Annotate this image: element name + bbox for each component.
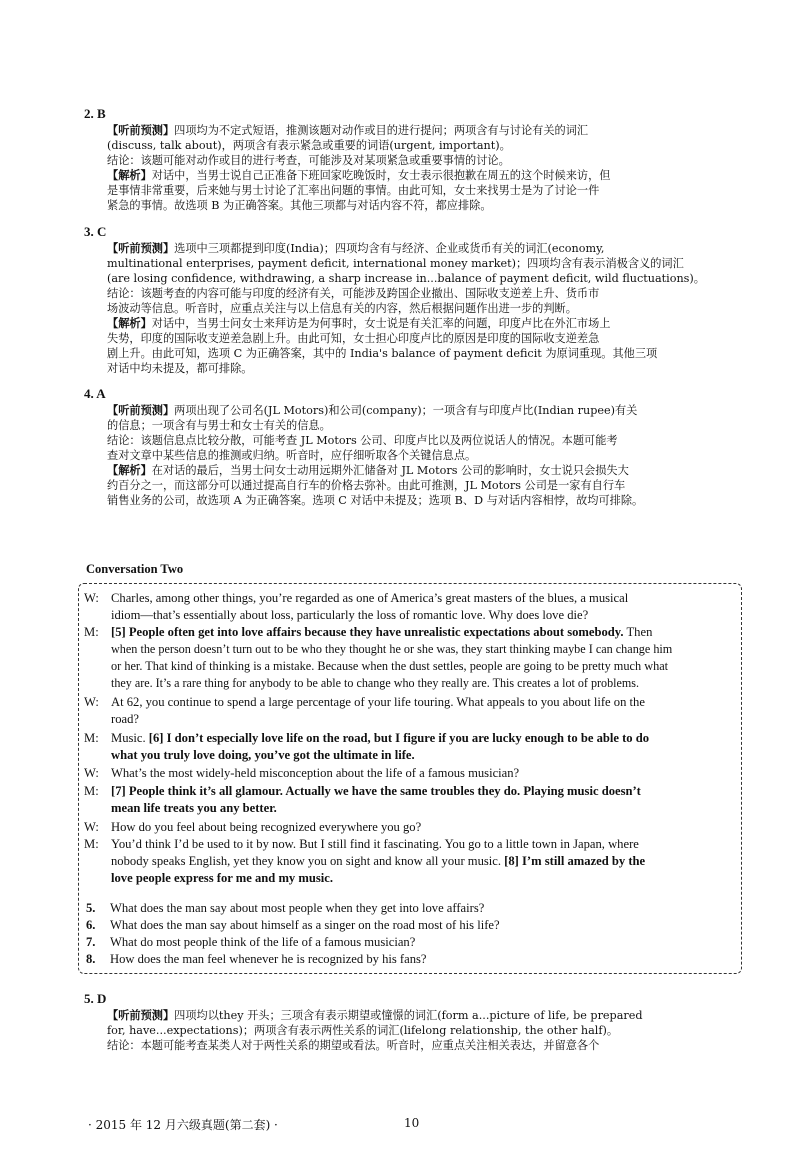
page: 2. B 【听前预测】四项均为不定式短语，推测该题对动作或目的进行提问；两项含有与讨论有关的词汇 (discuss, talk about)，两项含有表示紧急或重要的词语(urgent, important)。 结论：该题可能对动作或目的进行考查，可能涉及对某项紧急或重要事情的讨论。 【解析】对话中，当男士说自己正准备下班回家吃晚饭时，女士表示很抱歉在周五的这个时候来访，但 是事情非常重要，后来她与男士讨论了汇率出问题的事情。由此可知，女士来找男士是为了讨论一件 紧急的事情。故选项 B 为正确答案。其他三项都与对话内容不符，都应排除。 3. C 【听前预测】选项中三项都提到印度(India)；四项均含有与经济、企业或货币有关的词汇(economy, multinational enterprises, payment deficit, international money market)；四项均含有表示消极含义的词汇 (are losing confidence, withdrawing, a sharp increase in...balance of payment deficit, wild fluctuations)。 结论：该题考查的内容可能与印度的经济有关，可能涉及跨国企业撤出、国际收支逆差上升、货币市 场波动等信息。听音时，应重点关注与以上信息有关的内容，然后根据问题作出进一步的判断。 【解析】对话中，当男士问女士来拜访是为何事时，女士说是有关汇率的问题，印度卢比在外汇市场上 失势，印度的国际收支逆差急剧上升。由此可知，女士担心印度卢比的原因是印度的国际收支逆差急 剧上升。由此可知，选项 C 为正确答案，其中的 India's balance of payment deficit 为原词重现。其他三项 对话中均未提及，都可排除。 4. A 【听前预测】两项出现了公司名(JL Motors)和公司(company)；一项含有与印度卢比(Indian rupee)有关 的信息；一项含有与男士和女士有关的信息。 结论：该题信息点比较分散，可能考查 JL Motors 公司、印度卢比以及两位说话人的情况。本题可能考 查对文章中某些信息的推测或归纳。听音时，应仔细听取各个关键信息点。 【解析】在对话的最后，当男士问女士动用远期外汇储备对 JL Motors 公司的影响时，女士说只会损失大 约百分之一，而这部分可以通过提高自行车的价格去弥补。由此可推测，JL Motors 公司是一家有自行车 销售业务的公司，故选项 A 为正确答案。选项 C 对话中未提及；选项 B、D 与对话内容相悖，故均可排除。 Conversation Two W: Charles, among other things, you’re regarded as one of America’s great masters of the blues, a musical idiom—that’s essentially about loss, particularly the loss of romantic love. Why does love die? M: [5] People often get into love affairs because they have unrealistic expectations about somebody. Then when the person doesn’t turn out to be who they thought he or she was, they start thinking maybe I can change him or her. That kind of thinking is a mistake. Because when the dust settles, people are going to be pretty much what they are. It’s a rare thing for anybody to be able to change who they really are. This creates a lot of problems. W: At 62, you continue to spend a large percentage of your life touring. What appeals to you about life on the road? M: Music. [6] I don’t especially love life on the road, but I figure if you are lucky enough to be able to do what you truly love doing, you’ve got the ultimate in life. W: What’s the most widely-held misconception about the life of a famous musician? M: [7] People think it’s all glamour. Actually we have the same troubles they do. Playing music doesn’t mean life treats you any better. W: How do you feel about being recognized everywhere you go? M: You’d think I’d be used to it by now. But I still find it fascinating. You go to a little town in Japan, where nobody speaks English, yet they know you on sight and know all your music. [8] I’m still amazed by the love people express for me and my music. 5. What does the man say about most people when they get into love affairs? 6. What does the man say about himself as a singer on the road most of his life? 7. What do most people think of the life of a famous musician? 8. How does the man feel whenever he is recognized by his fans? 5. D 【听前预测】四项均以they 开头；三项含有表示期望或憧憬的词汇(form a...picture of life, be prepared for, have...expectations)；两项含有表示两性关系的词汇(lifelong relationship, the other half)。 结论：本题可能考查某类人对于两性关系的期望或看法。听音时，应重点关注相关表达，并留意各个 · 2015 年 12 月六级真题(第二套) · 10	[0, 0, 800, 1156]
speaker-label: W:	[84, 820, 99, 834]
answer-2-explanation: 【听前预测】四项均为不定式短语，推测该题对动作或目的进行提问；两项含有与讨论有关的词汇 (discuss, talk about)，两项含有表示紧急或重要的词语(urgent, important)。 结论：该题可能对动作或目的进行考查，可能涉及对某项紧急或重要事情的讨论。 【解析】对话中，当男士说自己正准备下班回家吃晚饭时，女士表示很抱歉在周五的这个时候来访，但 是事情非常重要，后来她与男士讨论了汇率出问题的事情。由此可知，女士来找男士是为了讨论一件 紧急的事情。故选项 B 为正确答案。其他三项都与对话内容不符，都应排除。	[107, 123, 611, 212]
answer-2-number: 2. B	[84, 106, 106, 121]
answer-5-number: 5. D	[84, 991, 107, 1006]
footer-exam-title: · 2015 年 12 月六级真题(第二套) ·	[88, 1118, 278, 1132]
answer-4-number: 4. A	[84, 386, 106, 401]
answer-4-explanation: 【听前预测】两项出现了公司名(JL Motors)和公司(company)；一项含有与印度卢比(Indian rupee)有关 的信息；一项含有与男士和女士有关的信息。 结论：该题信息点比较分散，可能考查 JL Motors 公司、印度卢比以及两位说话人的情况。本题可能考 查对文章中某些信息的推测或归纳。听音时，应仔细听取各个关键信息点。 【解析】在对话的最后，当男士问女士动用远期外汇储备对 JL Motors 公司的影响时，女士说只会损失大 约百分之一，而这部分可以通过提高自行车的价格去弥补。由此可推测，JL Motors 公司是一家有自行车 销售业务的公司，故选项 A 为正确答案。选项 C 对话中未提及；选项 B、D 与对话内容相悖，故均可排除。	[107, 403, 644, 507]
speaker-label: M:	[84, 625, 99, 639]
answer-3-explanation: 【听前预测】选项中三项都提到印度(India)；四项均含有与经济、企业或货币有关的词汇(economy, multinational enterprises, payment deficit, international money market)；四项均含有表示消极含义的词汇 (are losing confidence, withdrawing, a sharp increase in...balance of payment deficit, wild fluctuations)。 结论：该题考查的内容可能与印度的经济有关，可能涉及跨国企业撤出、国际收支逆差上升、货币市 场波动等信息。听音时，应重点关注与以上信息有关的内容，然后根据问题作出进一步的判断。 【解析】对话中，当男士问女士来拜访是为何事时，女士说是有关汇率的问题，印度卢比在外汇市场上 失势，印度的国际收支逆差急剧上升。由此可知，女士担心印度卢比的原因是印度的国际收支逆差急 剧上升。由此可知，选项 C 为正确答案，其中的 India's balance of payment deficit 为原词重现。其他三项 对话中均未提及，都可排除。	[107, 241, 705, 375]
speaker-label: W:	[84, 591, 99, 605]
answer-3-number: 3. C	[84, 224, 107, 239]
speaker-label: W:	[84, 695, 99, 709]
question-item: 8. How does the man feel whenever he is recognized by his fans?	[86, 952, 427, 966]
page-number: 10	[404, 1116, 420, 1130]
speaker-label: M:	[84, 784, 99, 798]
question-item: 5. What does the man say about most people when they get into love affairs?	[86, 901, 485, 915]
question-item: 7. What do most people think of the life of a famous musician?	[86, 935, 416, 949]
question-item: 6. What does the man say about himself as a singer on the road most of his life?	[86, 918, 500, 932]
speaker-label: M:	[84, 731, 99, 745]
speaker-label: M:	[84, 837, 99, 851]
answer-5-explanation: 【听前预测】四项均以they 开头；三项含有表示期望或憧憬的词汇(form a...picture of life, be prepared for, have...expectations)；两项含有表示两性关系的词汇(lifelong relationship, the other half)。 结论：本题可能考查某类人对于两性关系的期望或看法。听音时，应重点关注相关表达，并留意各个	[107, 1008, 643, 1052]
speaker-label: W:	[84, 766, 99, 780]
conversation-title: Conversation Two	[86, 562, 184, 576]
question-list	[86, 900, 726, 968]
